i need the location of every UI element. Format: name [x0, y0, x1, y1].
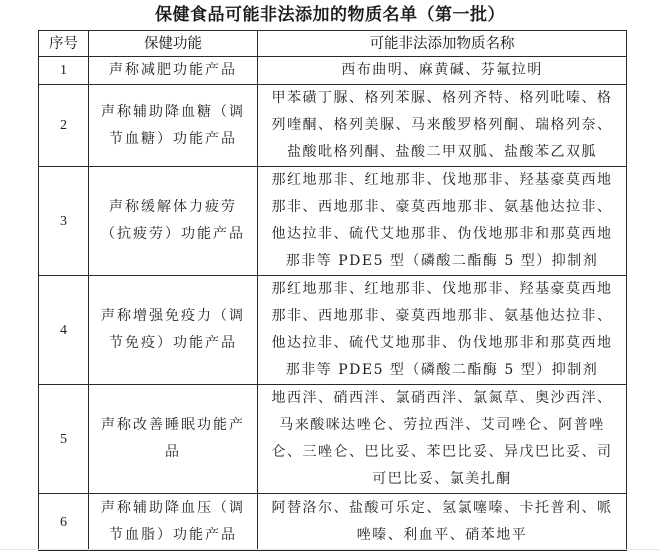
header-no: 序号: [39, 31, 89, 57]
row-number: 3: [39, 167, 89, 276]
health-function: 声称改善睡眠功能产品: [89, 385, 258, 494]
substances-table: [38, 30, 627, 551]
document-title: 保健食品可能非法添加的物质名单（第一批）: [155, 5, 505, 25]
substance-list: 甲苯磺丁脲、格列苯脲、格列齐特、格列吡嗪、格列喹酮、格列美脲、马来酸罗格列酮、瑞格列奈、盐酸吡格列酮、盐酸二甲双胍、盐酸苯乙双胍: [258, 85, 627, 167]
health-function: 声称减肥功能产品: [89, 57, 258, 85]
row-number: 5: [39, 385, 89, 494]
table-row: [39, 276, 627, 385]
substance-list: 那红地那非、红地那非、伐地那非、羟基豪莫西地那非、西地那非、豪莫西地那非、氨基他达拉非、他达拉非、硫代艾地那非、伪伐地那非和那莫西地那非等 PDE5 型（磷酸二酯酶 5 型）抑制剂: [258, 276, 627, 385]
table-row: [39, 167, 627, 276]
substance-list: 西布曲明、麻黄碱、芬氟拉明: [258, 57, 627, 85]
health-function: 声称缓解体力疲劳（抗疲劳）功能产品: [89, 167, 258, 276]
health-function: 声称辅助降血糖（调节血糖）功能产品: [89, 85, 258, 167]
health-function: 声称增强免疫力（调节免疫）功能产品: [89, 276, 258, 385]
header-substances: 可能非法添加物质名称: [258, 31, 627, 57]
row-number: 4: [39, 276, 89, 385]
substance-list: 地西泮、硝西泮、氯硝西泮、氯氮草、奥沙西泮、马来酸咪达唑仑、劳拉西泮、艾司唑仑、阿普唑仑、三唑仑、巴比妥、苯巴比妥、异戊巴比妥、司可巴比妥、氯美扎酮: [258, 385, 627, 494]
table-row: [39, 85, 627, 167]
header-function: 保健功能: [89, 31, 258, 57]
page-bottom-divider: [0, 549, 660, 550]
table-header-row: [39, 31, 627, 57]
substance-list: 阿替洛尔、盐酸可乐定、氢氯噻嗪、卡托普利、哌唑嗪、利血平、硝苯地平: [258, 494, 627, 551]
table-row: [39, 494, 627, 551]
table-row: [39, 57, 627, 85]
row-number: 1: [39, 57, 89, 85]
row-number: 2: [39, 85, 89, 167]
table-row: [39, 385, 627, 494]
row-number: 6: [39, 494, 89, 551]
substance-list: 那红地那非、红地那非、伐地那非、羟基豪莫西地那非、西地那非、豪莫西地那非、氨基他达拉非、他达拉非、硫代艾地那非、伪伐地那非和那莫西地那非等 PDE5 型（磷酸二酯酶 5 型）抑制剂: [258, 167, 627, 276]
health-function: 声称辅助降血压（调节血脂）功能产品: [89, 494, 258, 551]
